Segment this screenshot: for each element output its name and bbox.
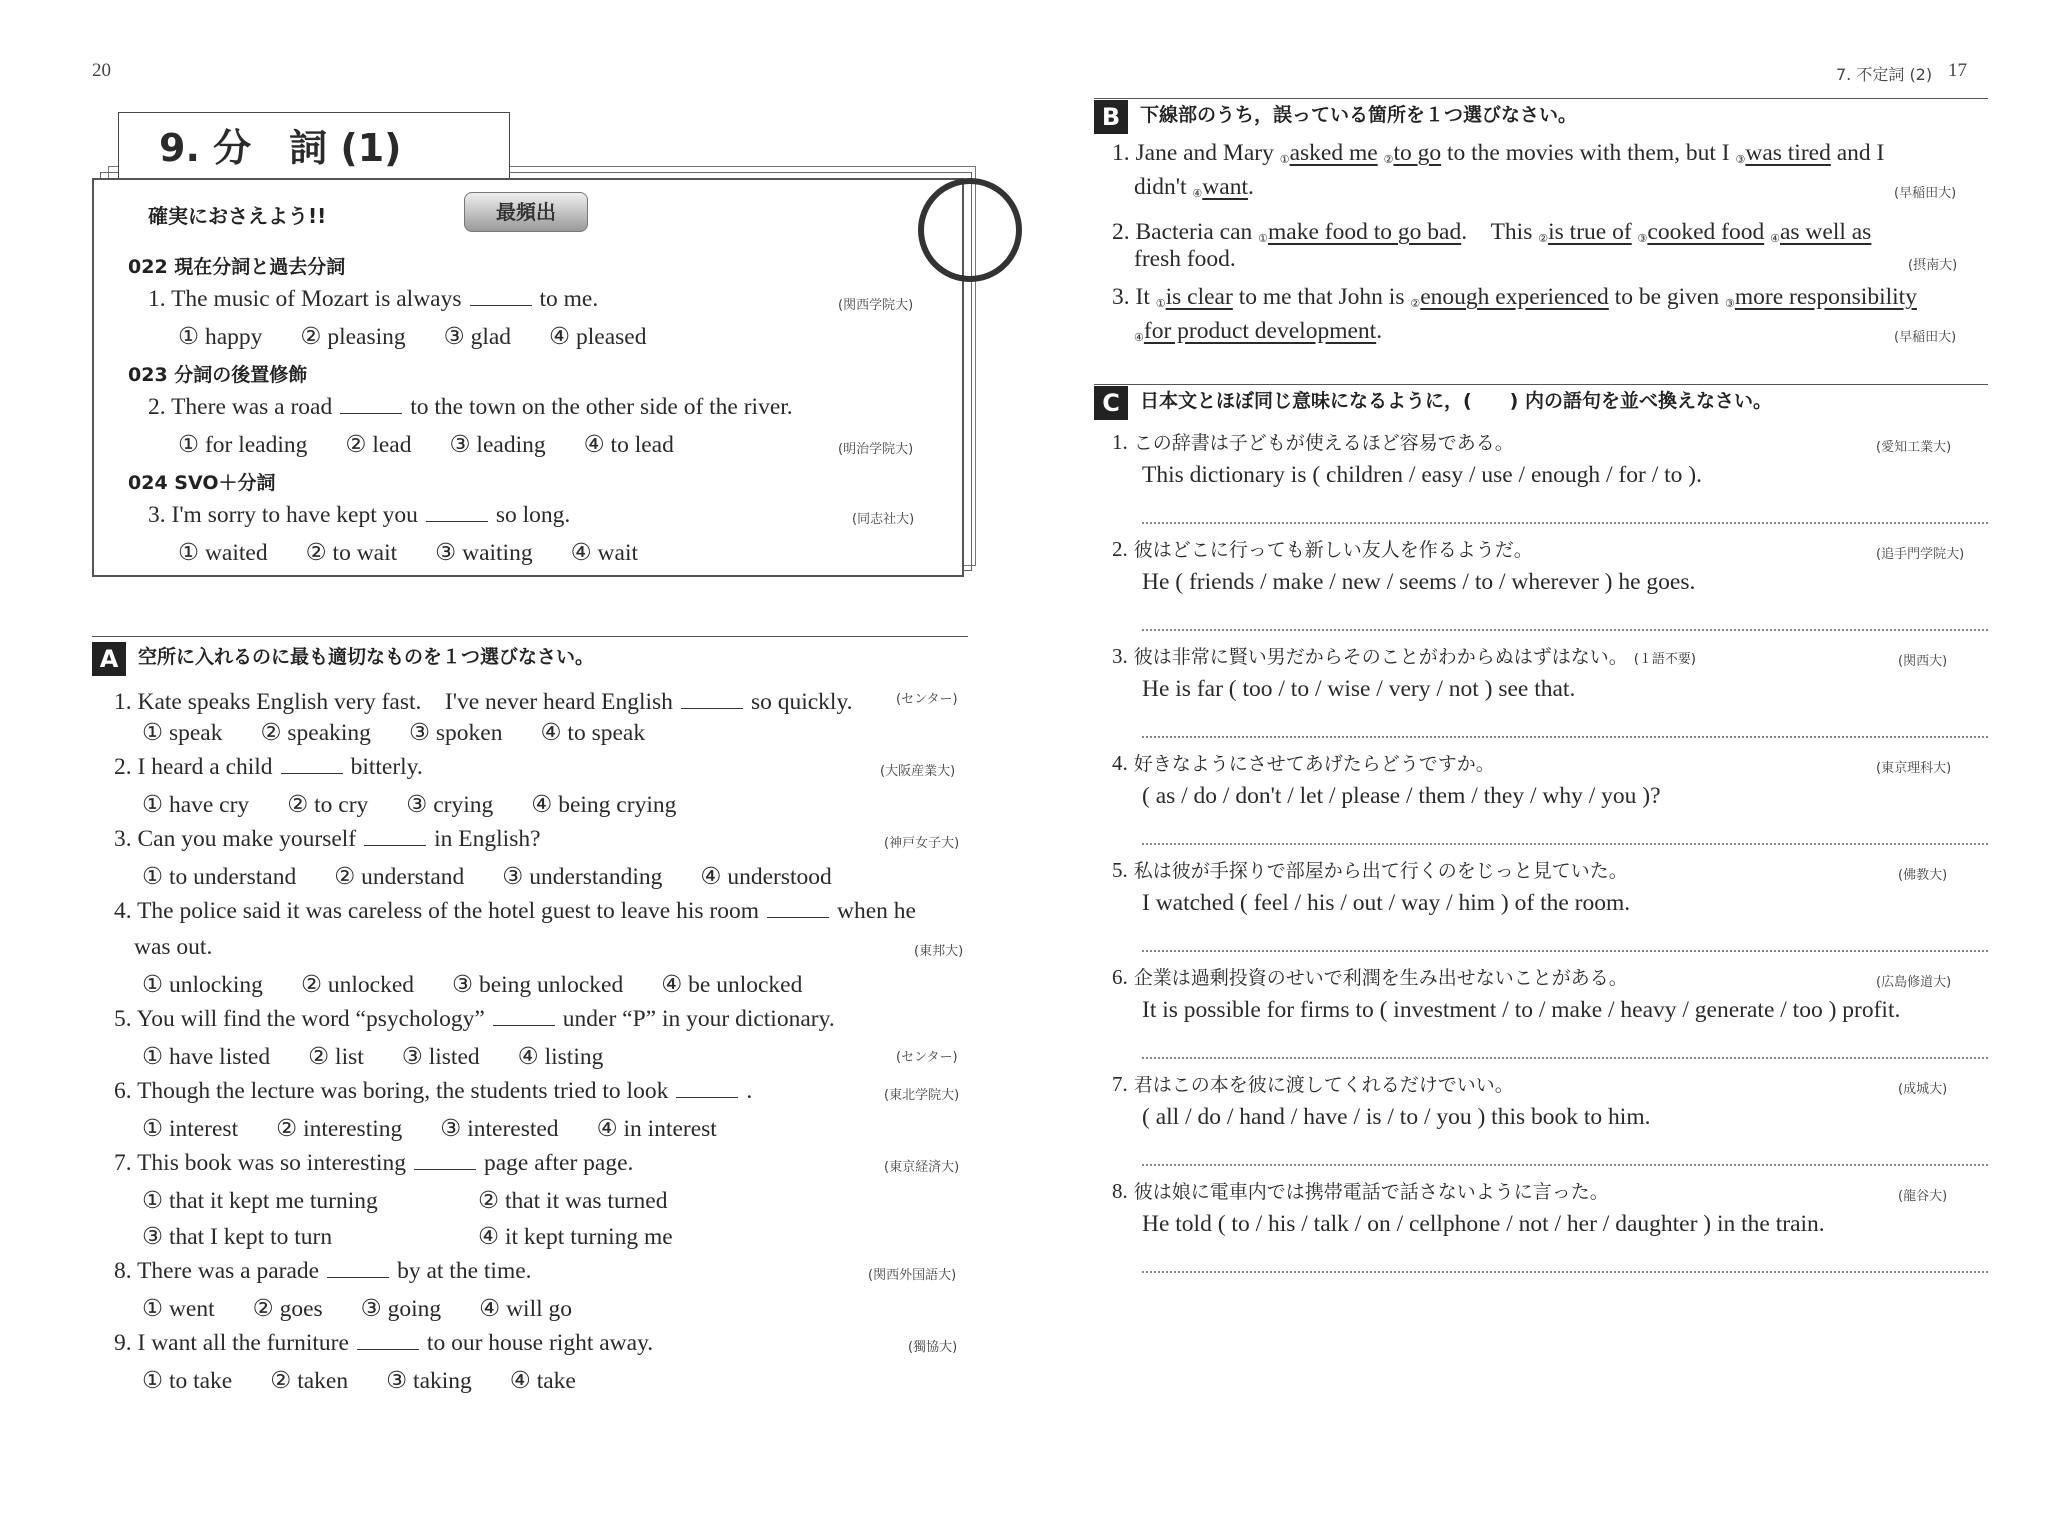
section-a-rule (92, 636, 968, 637)
question-source: (関西学院大) (838, 298, 914, 313)
b-question-2: 2. Bacteria can $_①$make food to go bad. This $_②$is true of $_③$cooked food $_④$as well as (1112, 219, 1872, 245)
japanese-sentence: 6. 企業は過剰投資のせいで利潤を生み出せないことがある。 (1112, 965, 1628, 989)
question-source: (広島修道大) (1876, 975, 1952, 990)
question-source: (佛教大) (1898, 868, 1948, 883)
answer-options: ① happy ② pleasing ③ glad ④ pleased (178, 324, 647, 350)
answer-blank (681, 707, 743, 709)
section-letter: A (92, 642, 126, 676)
answer-line[interactable] (1142, 1057, 1988, 1059)
answer-options-row-2: ③ that I kept to turn ④ it kept turning me (142, 1224, 673, 1250)
english-prompt: I watched ( feel / his / out / way / him ) of the room. (1142, 890, 1631, 916)
page-number: 20 (92, 60, 111, 81)
question-1: 1. Kate speaks English very fast. I've never heard English so quickly. (114, 689, 853, 715)
key-section-heading: 024 SVO＋分詞 (128, 472, 276, 494)
section-letter: C (1094, 386, 1128, 420)
right-page (1024, 0, 2048, 1536)
question-source: (東京理科大) (1876, 761, 1952, 776)
question-4: 4. The police said it was careless of the hotel guest to leave his room when he (114, 898, 916, 924)
question-source: (東北学院大) (884, 1088, 960, 1103)
question-source: (早稲田大) (1894, 186, 1957, 201)
question-source: (摂南大) (1908, 258, 1958, 273)
answer-options: ① for leading ② lead ③ leading ④ to lead (178, 432, 674, 458)
answer-blank (767, 916, 829, 918)
question-source: (成城大) (1898, 1082, 1948, 1097)
answer-options: ① have cry ② to cry ③ crying ④ being crying (142, 792, 677, 818)
answer-line[interactable] (1142, 843, 1988, 845)
chapter-title: 9. 分 詞 (1) (118, 112, 510, 179)
answer-blank (414, 1168, 476, 1170)
question-source: (獨協大) (908, 1340, 958, 1355)
question-6: 6. Though the lecture was boring, the students tried to look . (114, 1078, 753, 1104)
section-a-header (92, 642, 594, 676)
b-question-3: 3. It $_①$is clear to me that John is $_②$enough experienced to be given $_③$more responsibility (1112, 284, 1917, 310)
section-b-header (1094, 100, 1577, 134)
section-instruction: 空所に入れるのに最も適切なものを１つ選びなさい。 (138, 646, 595, 668)
answer-blank (470, 304, 532, 306)
english-prompt: ( all / do / hand / have / is / to / you ) this book to him. (1142, 1104, 1651, 1130)
section-letter: B (1094, 100, 1128, 134)
question-source: (関西外国語大) (868, 1268, 957, 1283)
answer-line[interactable] (1142, 736, 1988, 738)
japanese-sentence: 5. 私は彼が手探りで部屋から出て行くのをじっと見ていた。 (1112, 858, 1628, 882)
answer-line[interactable] (1142, 1271, 1988, 1273)
answer-options-row-1: ① that it kept me turning ② that it was turned (142, 1188, 668, 1214)
answer-options: ① to understand ② understand ③ understanding ④ understood (142, 864, 832, 890)
answer-blank (327, 1276, 389, 1278)
answer-options: ① unlocking ② unlocked ③ being unlocked ④ be unlocked (142, 972, 803, 998)
question-5: 5. You will find the word “psychology” under “P” in your dictionary. (114, 1006, 835, 1032)
answer-line[interactable] (1142, 1164, 1988, 1166)
question-8: 8. There was a parade by at the time. (114, 1258, 532, 1284)
answer-line[interactable] (1142, 950, 1988, 952)
question-7: 7. This book was so interesting page after page. (114, 1150, 634, 1176)
japanese-sentence: 7. 君はこの本を彼に渡してくれるだけでいい。 (1112, 1072, 1514, 1096)
b-question-2-line-2: fresh food. (1134, 246, 1236, 272)
answer-blank (340, 412, 402, 414)
question-source: (関西大) (1898, 654, 1948, 669)
english-prompt: He is far ( too / to / wise / very / not ) see that. (1142, 676, 1576, 702)
japanese-sentence: 3. 彼は非常に賢い男だからそのことがわからぬはずはない。 (１語不要) (1112, 644, 1697, 668)
section-b-rule (1094, 98, 1988, 99)
running-header: 7. 不定詞 (2) (1836, 65, 1933, 84)
english-prompt: He told ( to / his / talk / on / cellphone / not / her / daughter ) in the train. (1142, 1211, 1825, 1237)
question-source: (追手門学院大) (1876, 547, 1965, 562)
key-section-heading: 023 分詞の後置修飾 (128, 364, 308, 386)
english-prompt: ( as / do / don't / let / please / them / they / why / you )? (1142, 783, 1661, 809)
english-prompt: He ( friends / make / new / seems / to / wherever ) he goes. (1142, 569, 1696, 595)
section-instruction: 日本文とほぼ同じ意味になるように，( ) 内の語句を並べ換えなさい。 (1140, 390, 1772, 412)
key-question-3: 3. I'm sorry to have kept you so long. (148, 502, 571, 528)
answer-options: ① went ② goes ③ going ④ will go (142, 1296, 573, 1322)
question-source: (早稲田大) (1894, 330, 1957, 345)
japanese-sentence: 8. 彼は娘に電車内では携帯電話で話さないように言った。 (1112, 1179, 1609, 1203)
japanese-sentence: 2. 彼はどこに行っても新しい友人を作るようだ。 (1112, 537, 1533, 561)
answer-blank (426, 520, 488, 522)
page-number: 17 (1948, 60, 1967, 81)
answer-blank (357, 1348, 419, 1350)
answer-options: ① to take ② taken ③ taking ④ take (142, 1368, 576, 1394)
answer-blank (281, 772, 343, 774)
key-question-2: 2. There was a road to the town on the other side of the river. (148, 394, 793, 420)
answer-line[interactable] (1142, 629, 1988, 631)
answer-blank (676, 1096, 738, 1098)
question-source: (東京経済大) (884, 1160, 960, 1175)
japanese-sentence: 4. 好きなようにさせてあげたらどうですか。 (1112, 751, 1495, 775)
answer-options: ① waited ② to wait ③ waiting ④ wait (178, 540, 638, 566)
section-instruction: 下線部のうち，誤っている箇所を１つ選びなさい。 (1140, 104, 1578, 126)
question-source: (東邦大) (914, 944, 964, 959)
english-prompt: This dictionary is ( children / easy / use / enough / for / to ). (1142, 462, 1702, 488)
question-source: (神戸女子大) (884, 836, 960, 851)
answer-blank (493, 1024, 555, 1026)
section-c-header (1094, 386, 1772, 420)
frequency-badge: 最頻出 (464, 192, 588, 232)
question-4-line-2: was out. (134, 934, 213, 960)
question-source: (愛知工業大) (1876, 440, 1952, 455)
answer-options: ① have listed ② list ③ listed ④ listing (142, 1044, 604, 1070)
b-question-3-line-2: $_④$for product development. (1134, 318, 1383, 344)
question-2: 2. I heard a child bitterly. (114, 754, 423, 780)
question-3: 3. Can you make yourself in English? (114, 826, 541, 852)
answer-line[interactable] (1142, 522, 1988, 524)
question-source: (明治学院大) (838, 442, 914, 457)
key-box-heading: 確実におさえよう!! (148, 204, 327, 228)
key-question-1: 1. The music of Mozart is always to me. (148, 286, 599, 312)
b-question-1: 1. Jane and Mary $_①$asked me $_②$to go to the movies with them, but I $_③$was tired and I (1112, 140, 1885, 166)
item-note: (１語不要) (1633, 652, 1697, 667)
b-question-1-line-2: didn't $_④$want. (1134, 174, 1254, 200)
english-prompt: It is possible for firms to ( investment / to / make / heavy / generate / too ) profit. (1142, 997, 1901, 1023)
question-source: (同志社大) (852, 512, 915, 527)
question-source: (センター) (896, 1050, 958, 1065)
answer-options: ① interest ② interesting ③ interested ④ in interest (142, 1116, 717, 1142)
question-source: (大阪産業大) (880, 764, 956, 779)
japanese-sentence: 1. この辞書は子どもが使えるほど容易である。 (1112, 430, 1514, 454)
key-section-heading: 022 現在分詞と過去分詞 (128, 256, 346, 278)
answer-blank (364, 844, 426, 846)
answer-options: ① speak ② speaking ③ spoken ④ to speak (142, 720, 646, 746)
question-source: (龍谷大) (1898, 1189, 1948, 1204)
section-c-rule (1094, 384, 1988, 385)
ring-decoration (918, 178, 1022, 282)
question-9: 9. I want all the furniture to our house right away. (114, 1330, 654, 1356)
question-source: (センター) (896, 692, 958, 707)
